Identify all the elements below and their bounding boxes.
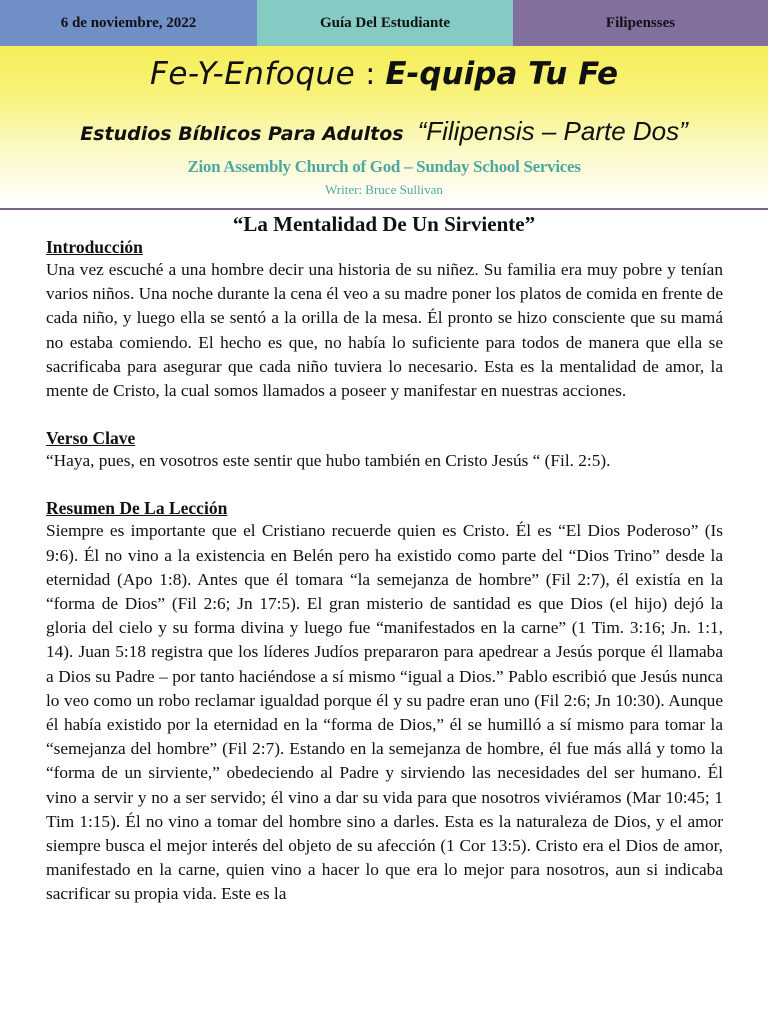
section-gap xyxy=(46,473,723,497)
church-name: Zion Assembly Church of God – Sunday School Services xyxy=(187,157,581,176)
section-heading-resumen: Resumen De La Lección xyxy=(46,498,228,519)
guide-cell xyxy=(257,0,513,46)
section-text-verso-clave: “Haya, pues, en vosotros este sentir que hubo también en Cristo Jesús “ (Fil. 2:5). xyxy=(46,451,611,471)
writer-credit: Writer: Bruce Sullivan xyxy=(325,182,443,197)
section-text-introduccion: Una vez escuché a una hombre decir una historia de su niñez. Su familia era muy pobre y tenían varios niños. Una noche durante la cena él veo a su madre poner los platos de comida en frente de cada niño, y luego ella se sentó a la orilla de la mesa. Él pronto se hizo consciente que su mamá no estaba comiendo. El hecho es que, no había lo suficiente para todos de manera que ella se sacrificaba para asegurar que cada niño tuviera lo necesario. Esta es la mentalidad de amor, la mente de Cristo, la cual somos llamados a poseer y manifestar en nuestras acciones. xyxy=(46,260,723,401)
date-label: 6 de noviembre, 2022 xyxy=(60,14,197,31)
main-title xyxy=(0,56,768,92)
subtitle xyxy=(0,116,768,147)
book-label: Filipensses xyxy=(605,14,676,31)
header-bar xyxy=(0,0,768,46)
subtitle-quote: “Filipensis – Parte Dos” xyxy=(417,116,688,146)
section-heading-verso-clave: Verso Clave xyxy=(46,428,136,449)
section-text-resumen: Siempre es importante que el Cristiano recuerde quien es Cristo. Él es “El Dios Poderoso” (Is 9:6). Él no vino a la existencia en Belén pero ha existido como parte del “Dios Trino” desde la eternidad (Apo 1:8). Antes que él tomara “la semejanza de hombre” (Fil 2:7), él existía en la “forma de Dios” (Fil 2:6; Jn 17:5). El gran misterio de santidad es que Dios (el hijo) dejó la gloria del cielo y su forma divina y luego fue “manifestados en la carne” (1 Tim. 3:16; Jn. 1:1, 14). Juan 5:18 registra que los líderes Judíos prepararon para apedrear a Jesús porque él llamaba a Dios su Padre – por tanto haciéndose a sí mismo “igual a Dios.” Pablo escribió que Jesús nunca lo veo como un robo reclamar igualdad porque él y su padre eran uno (Fil 2:6; Jn 10:30). Aunque él había existido por la eternidad en la “forma de Dios,” él se humilló a sí mismo para tomar la “semejanza del hombre” (Fil 2:7). Estando en la semejanza de hombre, él fue más allá y tomo la “forma de un sirviente,” obedeciendo al Padre y sirviendo las necesidades del ser humano. Él vino a servir y no a ser servido; él vino a dar su vida para que nosotros viviéramos (Mar 10:45; 1 Tim 1:15). Él no vino a tomar del hombre sino a darles. Esta es la naturaleza de Dios, y el amor siempre busca el mejor interés del objeto de su afección (1 Cor 13:5). Cristo era el Dios de amor, manifestado en la carne, quien vino a hacer lo que era lo mejor para nosotros, aun si indicaba sacrificar su propia vida. Este es la xyxy=(46,521,723,904)
section-gap xyxy=(46,403,723,427)
book-cell xyxy=(513,0,768,46)
divider-rule xyxy=(0,208,768,210)
subtitle-script: Estudios Bíblicos Para Adultos xyxy=(80,123,404,145)
lesson-content xyxy=(46,236,723,907)
lesson-title: “La Mentalidad De Un Sirviente” xyxy=(232,212,536,236)
title-script: Fe-Y-Enfoque xyxy=(150,56,356,92)
title-bold: E-quipa Tu Fe xyxy=(385,56,618,92)
date-cell xyxy=(0,0,257,46)
guide-label: Guía Del Estudiante xyxy=(319,14,451,31)
section-heading-introduccion: Introducción xyxy=(46,237,143,257)
title-colon: : xyxy=(365,57,376,92)
